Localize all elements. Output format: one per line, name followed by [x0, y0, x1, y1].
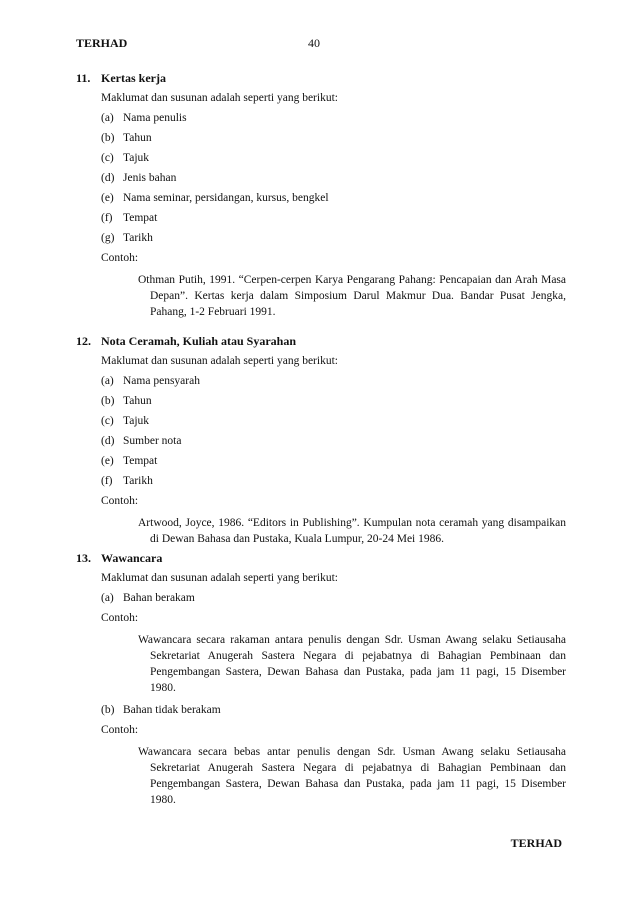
list-item-label: (c) — [101, 415, 114, 427]
list-item-label: (f) — [101, 475, 113, 487]
list-item — [101, 702, 566, 718]
list-item-text: Bahan berakam — [123, 592, 195, 604]
example-label: Contoh: — [101, 252, 139, 264]
page-number: 40 — [308, 36, 320, 50]
list-item-text: Tahun — [123, 395, 152, 407]
example-label: Contoh: — [101, 495, 139, 507]
list-item — [101, 473, 566, 489]
list-item — [101, 110, 566, 126]
list-item-text: Jenis bahan — [123, 172, 177, 184]
list-item-text: Tarikh — [123, 475, 153, 487]
header-classification: TERHAD — [76, 36, 128, 50]
section-number: 13. — [76, 551, 91, 565]
list-item — [101, 190, 566, 206]
list-item-text: Tajuk — [123, 152, 150, 164]
section-intro: Maklumat dan susunan adalah seperti yang berikut: — [101, 572, 338, 584]
example-reference: Wawancara secara rakaman antara penulis dengan Sdr. Usman Awang selaku Setiausaha Sekretariat Anugerah Sastera Negara di pejabatnya di Bahagian Pembinaan dan Pengembangan Sastera, Dewan Bahasa dan Pustaka, pada jam 11 pagi, 15 Disember 1980. — [138, 634, 566, 694]
example-reference: Othman Putih, 1991. “Cerpen-cerpen Karya Pengarang Pahang: Pencapaian dan Arah Masa Depan”. Kertas kerja dalam Simposium Darul Makmur Dua. Bandar Pusat Jengka, Pahang, 1-2 Februari 1991. — [138, 274, 566, 318]
list-item — [101, 373, 566, 389]
list-item-label: (b) — [101, 704, 115, 716]
list-item-text: Tempat — [123, 212, 158, 224]
list-item-label: (a) — [101, 112, 114, 124]
list-item — [101, 210, 566, 226]
list-item-label: (e) — [101, 192, 114, 204]
list-item-label: (b) — [101, 395, 115, 407]
section-intro: Maklumat dan susunan adalah seperti yang berikut: — [101, 355, 338, 367]
list-item-text: Nama pensyarah — [123, 375, 200, 387]
list-item-label: (a) — [101, 375, 114, 387]
section-title: Nota Ceramah, Kuliah atau Syarahan — [101, 334, 297, 348]
list-item-text: Tempat — [123, 455, 158, 467]
list-item-label: (b) — [101, 132, 115, 144]
list-item-label: (d) — [101, 172, 115, 184]
list-item — [101, 393, 566, 409]
section-intro: Maklumat dan susunan adalah seperti yang berikut: — [101, 92, 338, 104]
list-item-text: Sumber nota — [123, 435, 182, 447]
list-item-text: Tahun — [123, 132, 152, 144]
list-item-label: (g) — [101, 232, 115, 244]
list-item-label: (e) — [101, 455, 114, 467]
section-wawancara — [76, 550, 566, 808]
section-title: Kertas kerja — [101, 71, 166, 85]
section-heading — [76, 550, 566, 566]
example-label: Contoh: — [101, 724, 139, 736]
example-label: Contoh: — [101, 612, 139, 624]
section-heading — [76, 70, 566, 86]
list-item-text: Bahan tidak berakam — [123, 704, 221, 716]
section-number: 12. — [76, 334, 91, 348]
list-item — [101, 130, 566, 146]
section-kertas-kerja — [76, 70, 566, 320]
list-item-text: Tarikh — [123, 232, 153, 244]
list-item-label: (f) — [101, 212, 113, 224]
list-item — [101, 150, 566, 166]
section-heading — [76, 333, 566, 349]
list-item — [101, 170, 566, 186]
list-item — [101, 433, 566, 449]
list-item-label: (c) — [101, 152, 114, 164]
list-item-label: (d) — [101, 435, 115, 447]
list-item — [101, 230, 566, 246]
list-item-text: Tajuk — [123, 415, 150, 427]
list-item-text: Nama seminar, persidangan, kursus, bengkel — [123, 192, 329, 204]
list-item-text: Nama penulis — [123, 112, 187, 124]
example-reference: Wawancara secara bebas antar penulis dengan Sdr. Usman Awang selaku Setiausaha Sekretariat Anugerah Sastera Negara di pejabatnya di Bahagian Pembinaan dan Pengembangan Sastera, Dewan Bahasa dan Pustaka, pada jam 11 pagi, 15 Disember 1980. — [138, 746, 566, 806]
footer-classification: TERHAD — [510, 836, 562, 850]
section-nota-ceramah — [76, 333, 566, 547]
list-item-label: (a) — [101, 592, 114, 604]
list-item — [101, 413, 566, 429]
section-number: 11. — [76, 71, 91, 85]
list-item — [101, 590, 566, 606]
list-item — [101, 453, 566, 469]
section-title: Wawancara — [101, 551, 163, 565]
example-reference: Artwood, Joyce, 1986. “Editors in Publishing”. Kumpulan nota ceramah yang disampaikan di Dewan Bahasa dan Pustaka, Kuala Lumpur, 20-24 Mei 1986. — [138, 517, 566, 545]
